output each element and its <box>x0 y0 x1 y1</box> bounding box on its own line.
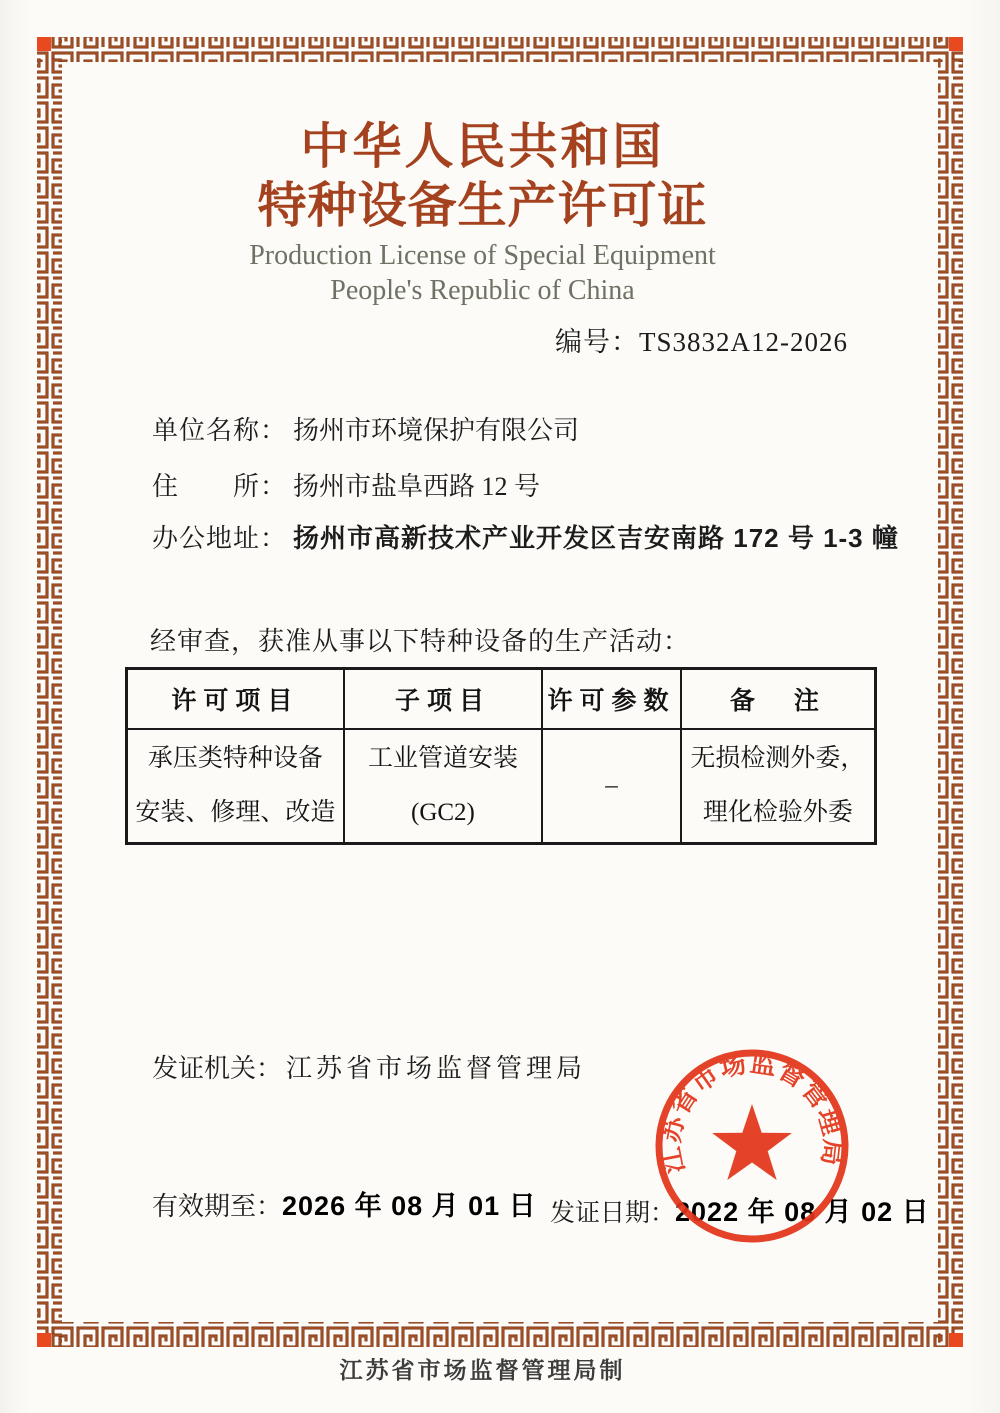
residence-label: 住 所： <box>152 472 288 501</box>
field-company-name <box>152 410 579 447</box>
cell-permit-parameter <box>542 729 681 844</box>
residence-value: 扬州市盐阜西路 12 号 <box>293 472 541 501</box>
cell-sub-item <box>344 729 542 844</box>
header-sub-item: 子项目 <box>344 669 542 730</box>
issuing-authority-label: 发证机关： <box>152 1054 283 1083</box>
issuing-authority-value: 江苏省市场监督管理局 <box>286 1054 587 1083</box>
border-right <box>938 37 963 1347</box>
title-en-line1: Production License of Special Equipment <box>249 240 716 271</box>
company-name-value: 扬州市环境保护有限公司 <box>293 416 580 445</box>
table-row <box>127 729 876 844</box>
serial-label: 编号： <box>555 327 639 357</box>
header-permit-item: 许可项目 <box>127 669 344 730</box>
header-permit-parameter: 许可参数 <box>542 669 681 730</box>
serial-number <box>555 320 848 359</box>
seal-star <box>712 1104 792 1180</box>
border-bottom <box>37 1322 963 1347</box>
border-top <box>37 37 963 62</box>
issuing-authority <box>152 1048 586 1085</box>
title-cn-line1: 中华人民共和国 <box>300 119 665 174</box>
border-left <box>37 37 62 1347</box>
corner-square-bl <box>37 1333 51 1347</box>
issue-date-label: 发证日期： <box>550 1200 676 1227</box>
corner-square-tl <box>37 37 51 51</box>
title-cn-line2: 特种设备生产许可证 <box>257 178 708 233</box>
valid-until-value: 2026 年 08 月 01 日 <box>282 1191 537 1221</box>
sub-item-line1: 工业管道安装 <box>367 745 518 772</box>
permit-parameter-value: – <box>605 772 618 799</box>
company-name-label: 单位名称： <box>152 416 288 445</box>
issue-date-value: 2022 年 08 月 02 日 <box>675 1197 930 1227</box>
seal-text: 江苏省市场监督管理局 <box>656 1048 848 1176</box>
approval-statement: 经审查，获准从事以下特种设备的生产活动： <box>150 627 691 656</box>
office-address-label: 办公地址： <box>152 524 288 553</box>
title-en-line2: People's Republic of China <box>330 275 635 306</box>
header-remarks: 备 注 <box>681 669 876 730</box>
license-table <box>125 667 877 845</box>
sub-item-line2: (GC2) <box>411 799 475 826</box>
corner-square-br <box>949 1333 963 1347</box>
table-header-row <box>127 669 876 730</box>
official-seal <box>650 1042 854 1246</box>
footer-issuer-imprint: 江苏省市场监督管理局制 <box>339 1357 626 1383</box>
cell-remarks <box>681 729 876 844</box>
office-address-value: 扬州市高新技术产业开发区吉安南路 172 号 1-3 幢 <box>293 523 899 553</box>
field-residence <box>152 466 540 503</box>
permit-item-line2: 安装、修理、改造 <box>135 799 336 826</box>
cell-permit-item <box>127 729 344 844</box>
permit-item-line1: 承压类特种设备 <box>147 745 323 772</box>
valid-until-line <box>152 1184 537 1223</box>
remark-line2: 理化检验外委 <box>702 799 853 826</box>
corner-square-tr <box>949 37 963 51</box>
serial-value: TS3832A12-2026 <box>639 327 848 357</box>
field-office-address <box>152 518 899 555</box>
valid-until-label: 有效期至： <box>152 1192 283 1221</box>
remark-line1: 无损检测外委， <box>690 745 866 772</box>
